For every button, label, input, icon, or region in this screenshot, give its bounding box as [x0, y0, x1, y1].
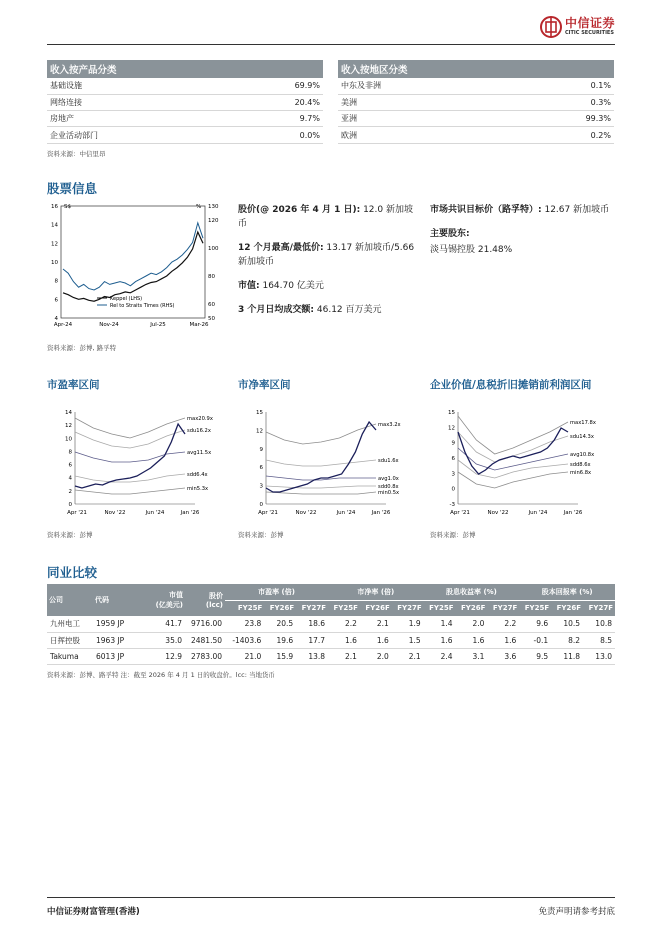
y-tick-label: 12: [448, 425, 455, 432]
range-value: 13.17 新加坡币/5.66 新加坡币: [238, 243, 415, 267]
year-header: FY27F: [487, 600, 519, 616]
y2-tick-label: 120: [208, 218, 219, 224]
cell-price: 9716.00: [185, 616, 225, 632]
year-header: FY26F: [551, 600, 583, 616]
band-label: sdu16.2x: [187, 428, 211, 434]
cell-roe: 8.5: [583, 632, 615, 648]
year-header: FY26F: [264, 600, 296, 616]
row-label: 房地产: [47, 111, 221, 127]
cell-roe: 8.2: [551, 632, 583, 648]
band-label: avg11.5x: [187, 450, 212, 456]
band-line: [75, 488, 185, 494]
table-row: [47, 78, 323, 94]
year-header: FY25F: [519, 600, 551, 616]
revenue-by-product-table: [47, 60, 323, 144]
year-header: FY27F: [392, 600, 424, 616]
cell-company: 日挥控股: [47, 632, 93, 648]
cell-pe: 19.6: [264, 632, 296, 648]
y-tick-label: 12: [65, 423, 72, 430]
cell-code: 1963 JP: [93, 632, 145, 648]
cell-pe: 15.9: [264, 648, 296, 664]
cell-pb: 1.9: [392, 616, 424, 632]
volume-value: 46.12 百万美元: [316, 305, 382, 315]
peers-table: [47, 584, 615, 665]
col-price: [185, 584, 225, 616]
pe-band-chart: [47, 404, 225, 522]
cell-pb: 2.2: [328, 616, 360, 632]
col-pb: 市净率 (倍): [328, 584, 424, 600]
target-value: 12.67 新加坡币: [544, 205, 610, 215]
price-header: 股价: [209, 592, 223, 600]
legend-label: Rel to Straits Times (RHS): [110, 303, 175, 309]
cell-pb: 2.1: [360, 616, 392, 632]
citic-logo-icon: [540, 16, 562, 38]
peers-title: 同业比较: [47, 565, 98, 580]
x-tick-label: Jan '26: [371, 510, 391, 516]
y-tick-label: 2: [68, 488, 72, 495]
cell-roe: 9.5: [519, 648, 551, 664]
y2-tick-label: 100: [208, 246, 219, 252]
price-chart: [47, 200, 224, 330]
y-tick-label: 6: [54, 297, 58, 304]
stock-info-title: 股票信息: [47, 181, 98, 196]
revenue-source: 资料来源：中信里昂: [47, 150, 106, 158]
year-header: FY26F: [360, 600, 392, 616]
cell-code: 6013 JP: [93, 648, 145, 664]
band-label: max20.9x: [187, 416, 213, 422]
cell-pb: 2.1: [392, 648, 424, 664]
mcap-value: 164.70 亿美元: [262, 281, 324, 291]
price-unit: (lcc): [205, 601, 223, 609]
year-header: FY25F: [424, 600, 456, 616]
cell-code: 1959 JP: [93, 616, 145, 632]
table-row: [47, 94, 323, 110]
y-tick-label: 10: [51, 260, 58, 266]
multiple-line: [266, 422, 376, 492]
cell-dy: 2.0: [456, 616, 488, 632]
x-tick-label: Jun '24: [336, 510, 356, 516]
ev-band-source: 资料来源：彭博: [430, 531, 476, 539]
page-footer: [47, 897, 615, 917]
y-tick-label: 9: [259, 446, 263, 453]
year-header: FY25F: [328, 600, 360, 616]
x-tick-label: Jan '26: [563, 510, 583, 516]
pb-band-chart: [238, 404, 416, 522]
band-label: min0.5x: [378, 490, 400, 496]
year-header: FY25F: [225, 600, 264, 616]
cell-roe: 9.6: [519, 616, 551, 632]
y-tick-label: 0: [451, 486, 455, 493]
x-tick-label: Jun '24: [528, 510, 548, 516]
band-label: max3.2x: [378, 422, 401, 428]
footer-left: 中信证券财富管理(香港): [47, 907, 140, 917]
y-axis-label: S$: [64, 204, 71, 210]
x-tick-label: Apr '21: [258, 510, 278, 516]
cell-dy: 1.6: [456, 632, 488, 648]
row-value: 0.1%: [502, 78, 614, 94]
y-tick-label: 14: [51, 222, 58, 229]
cell-price: 2481.50: [185, 632, 225, 648]
y-tick-label: 15: [256, 410, 263, 416]
table-row: [47, 127, 323, 143]
y2-tick-label: 130: [208, 204, 219, 210]
table-row: [47, 632, 615, 648]
x-tick-label: Jul-25: [150, 322, 166, 328]
band-line: [266, 460, 376, 466]
cell-roe: -0.1: [519, 632, 551, 648]
row-label: 亚洲: [338, 111, 502, 127]
year-header: FY27F: [296, 600, 328, 616]
x-tick-label: Apr-24: [53, 322, 73, 328]
y2-tick-label: 80: [208, 274, 215, 280]
page-header: [47, 14, 615, 45]
band-line: [75, 430, 185, 448]
band-line: [458, 472, 568, 488]
y-tick-label: 0: [68, 502, 72, 508]
y-tick-label: 3: [259, 483, 263, 490]
row-label: 中东及非洲: [338, 78, 502, 94]
footer-right: 免责声明请参考封底: [538, 907, 615, 917]
year-header: FY26F: [456, 600, 488, 616]
cell-pe: 21.0: [225, 648, 264, 664]
cell-pb: 1.6: [328, 632, 360, 648]
y-tick-label: 6: [451, 456, 455, 462]
row-label: 美洲: [338, 94, 502, 110]
table-header: 收入按产品分类: [47, 60, 323, 78]
y-tick-label: 4: [68, 475, 72, 482]
band-label: sdd6.4x: [187, 472, 208, 478]
target-label: 市场共识目标价（路孚特）:: [430, 205, 542, 215]
revenue-by-region-table: [338, 60, 614, 144]
row-value: 0.2%: [502, 127, 614, 143]
table-row: [338, 111, 614, 127]
cell-pb: 2.0: [360, 648, 392, 664]
pb-band-source: 资料来源：彭博: [238, 531, 284, 539]
row-label: 网络连接: [47, 94, 221, 110]
cell-company: Takuma: [47, 648, 93, 664]
cell-roe: 10.8: [583, 616, 615, 632]
y-tick-label: 6: [68, 462, 72, 469]
peers-source: 资料来源：彭博、路孚特 注：截至 2026 年 4 月 1 日的收盘价。lcc: 当地货币: [47, 671, 275, 679]
mcap-label: 市值:: [238, 281, 260, 291]
col-roe: 股本回报率 (%): [519, 584, 615, 600]
y-tick-label: 12: [256, 428, 263, 435]
band-label: sdu14.3x: [570, 434, 594, 440]
y-tick-label: 14: [65, 410, 72, 416]
table-row: [338, 78, 614, 94]
cell-pb: 1.6: [360, 632, 392, 648]
cell-roe: 11.8: [551, 648, 583, 664]
price-value: 12.0 新加坡币: [238, 205, 413, 229]
row-value: 9.7%: [221, 111, 323, 127]
y2-tick-label: 60: [208, 302, 215, 308]
cell-dy: 3.1: [456, 648, 488, 664]
cell-mcap: 41.7: [145, 616, 185, 632]
mcap-unit: (亿美元): [155, 601, 183, 609]
cell-roe: 13.0: [583, 648, 615, 664]
cell-dy: 2.2: [487, 616, 519, 632]
x-tick-label: Jan '26: [180, 510, 200, 516]
row-value: 0.0%: [221, 127, 323, 143]
x-tick-label: Nov '22: [295, 510, 317, 516]
row-value: 69.9%: [221, 78, 323, 94]
multiple-line: [75, 424, 185, 488]
y-tick-label: 15: [448, 410, 455, 416]
band-line: [266, 486, 376, 488]
volume-label: 3 个月日均成交额:: [238, 305, 314, 315]
cell-pe: 18.6: [296, 616, 328, 632]
band-label: avg1.0x: [378, 476, 399, 482]
col-company: 公司: [47, 584, 93, 616]
cell-dy: 2.4: [424, 648, 456, 664]
range-label: 12 个月最高/最低价:: [238, 243, 324, 253]
holder-value: 淡马锡控股 21.48%: [430, 245, 513, 255]
stock-info-left: [238, 203, 418, 327]
x-tick-label: Nov '22: [104, 510, 126, 516]
cell-company: 九州电工: [47, 616, 93, 632]
y-tick-label: 4: [54, 316, 58, 322]
brand-name-cn: 中信证券: [564, 16, 615, 30]
y-tick-label: 16: [51, 204, 58, 210]
y-tick-label: 6: [259, 465, 263, 472]
cell-mcap: 12.9: [145, 648, 185, 664]
cell-pe: 23.8: [225, 616, 264, 632]
y-tick-label: 0: [259, 502, 263, 508]
ev-ebitda-band-title: 企业价值/息税折旧摊销前利润区间: [430, 379, 592, 391]
cell-price: 2783.00: [185, 648, 225, 664]
band-label: avg10.8x: [570, 452, 595, 458]
stock-info-source: 资料来源：彭博, 路孚特: [47, 344, 117, 352]
cell-dy: 3.6: [487, 648, 519, 664]
row-label: 基础设施: [47, 78, 221, 94]
band-line: [458, 448, 568, 470]
cell-mcap: 35.0: [145, 632, 185, 648]
x-tick-label: Nov-24: [99, 322, 119, 328]
y-tick-label: -3: [449, 502, 455, 508]
pb-band-title: 市净率区间: [238, 379, 291, 391]
y2-tick-label: 50: [208, 316, 215, 322]
holder-label: 主要股东:: [430, 229, 470, 239]
cell-pe: 13.8: [296, 648, 328, 664]
cell-pb: 1.5: [392, 632, 424, 648]
x-tick-label: Apr '21: [67, 510, 87, 516]
pe-band-source: 资料来源：彭博: [47, 531, 93, 539]
stock-info-right: [430, 203, 616, 267]
band-label: sdu1.6x: [378, 458, 399, 464]
y2-axis-label: %: [196, 204, 202, 210]
x-tick-label: Mar-26: [189, 322, 209, 328]
y-tick-label: 10: [65, 436, 72, 443]
year-header: FY27F: [583, 600, 615, 616]
price-label: 股价(@ 2026 年 4 月 1 日):: [238, 205, 361, 215]
y-tick-label: 12: [51, 241, 58, 248]
y-tick-label: 9: [451, 440, 455, 447]
table-row: [338, 94, 614, 110]
table-row: [47, 111, 323, 127]
y-tick-label: 8: [54, 278, 58, 285]
pe-band-title: 市盈率区间: [47, 379, 100, 391]
cell-dy: 1.4: [424, 616, 456, 632]
series-line: [63, 232, 203, 301]
row-value: 0.3%: [502, 94, 614, 110]
cell-dy: 1.6: [487, 632, 519, 648]
multiple-line: [458, 428, 568, 474]
cell-pe: 20.5: [264, 616, 296, 632]
y-tick-label: 3: [451, 471, 455, 478]
mcap-header: 市值: [169, 591, 183, 599]
band-line: [266, 492, 376, 494]
cell-pe: -1403.6: [225, 632, 264, 648]
cell-dy: 1.6: [424, 632, 456, 648]
y-tick-label: 8: [68, 449, 72, 456]
col-mcap: [145, 584, 185, 616]
band-label: max17.8x: [570, 420, 596, 426]
brand-name-en: CITIC SECURITIES: [564, 30, 614, 36]
band-label: sdd8.6x: [570, 462, 591, 468]
band-label: sdd0.8x: [378, 484, 399, 490]
table-row: [47, 616, 615, 632]
col-code: 代码: [93, 584, 145, 616]
x-tick-label: Jun '24: [145, 510, 165, 516]
cell-pe: 17.7: [296, 632, 328, 648]
x-tick-label: Nov '22: [487, 510, 509, 516]
band-line: [458, 416, 568, 454]
cell-roe: 10.5: [551, 616, 583, 632]
col-pe: 市盈率 (倍): [225, 584, 328, 600]
row-value: 99.3%: [502, 111, 614, 127]
table-row: [338, 127, 614, 143]
cell-pb: 2.1: [328, 648, 360, 664]
x-tick-label: Apr '21: [450, 510, 470, 516]
series-line: [63, 223, 203, 290]
table-header: 收入按地区分类: [338, 60, 614, 78]
row-label: 欧洲: [338, 127, 502, 143]
band-line: [75, 452, 185, 462]
ev-ebitda-band-chart: [430, 404, 612, 522]
legend-label: Keppel (LHS): [110, 296, 143, 302]
row-label: 企业活动部门: [47, 127, 221, 143]
table-row: [47, 648, 615, 664]
col-dy: 股息收益率 (%): [424, 584, 520, 600]
band-label: min5.3x: [187, 486, 209, 492]
row-value: 20.4%: [221, 94, 323, 110]
brand-logo: [540, 16, 615, 38]
band-label: min6.8x: [570, 470, 592, 476]
